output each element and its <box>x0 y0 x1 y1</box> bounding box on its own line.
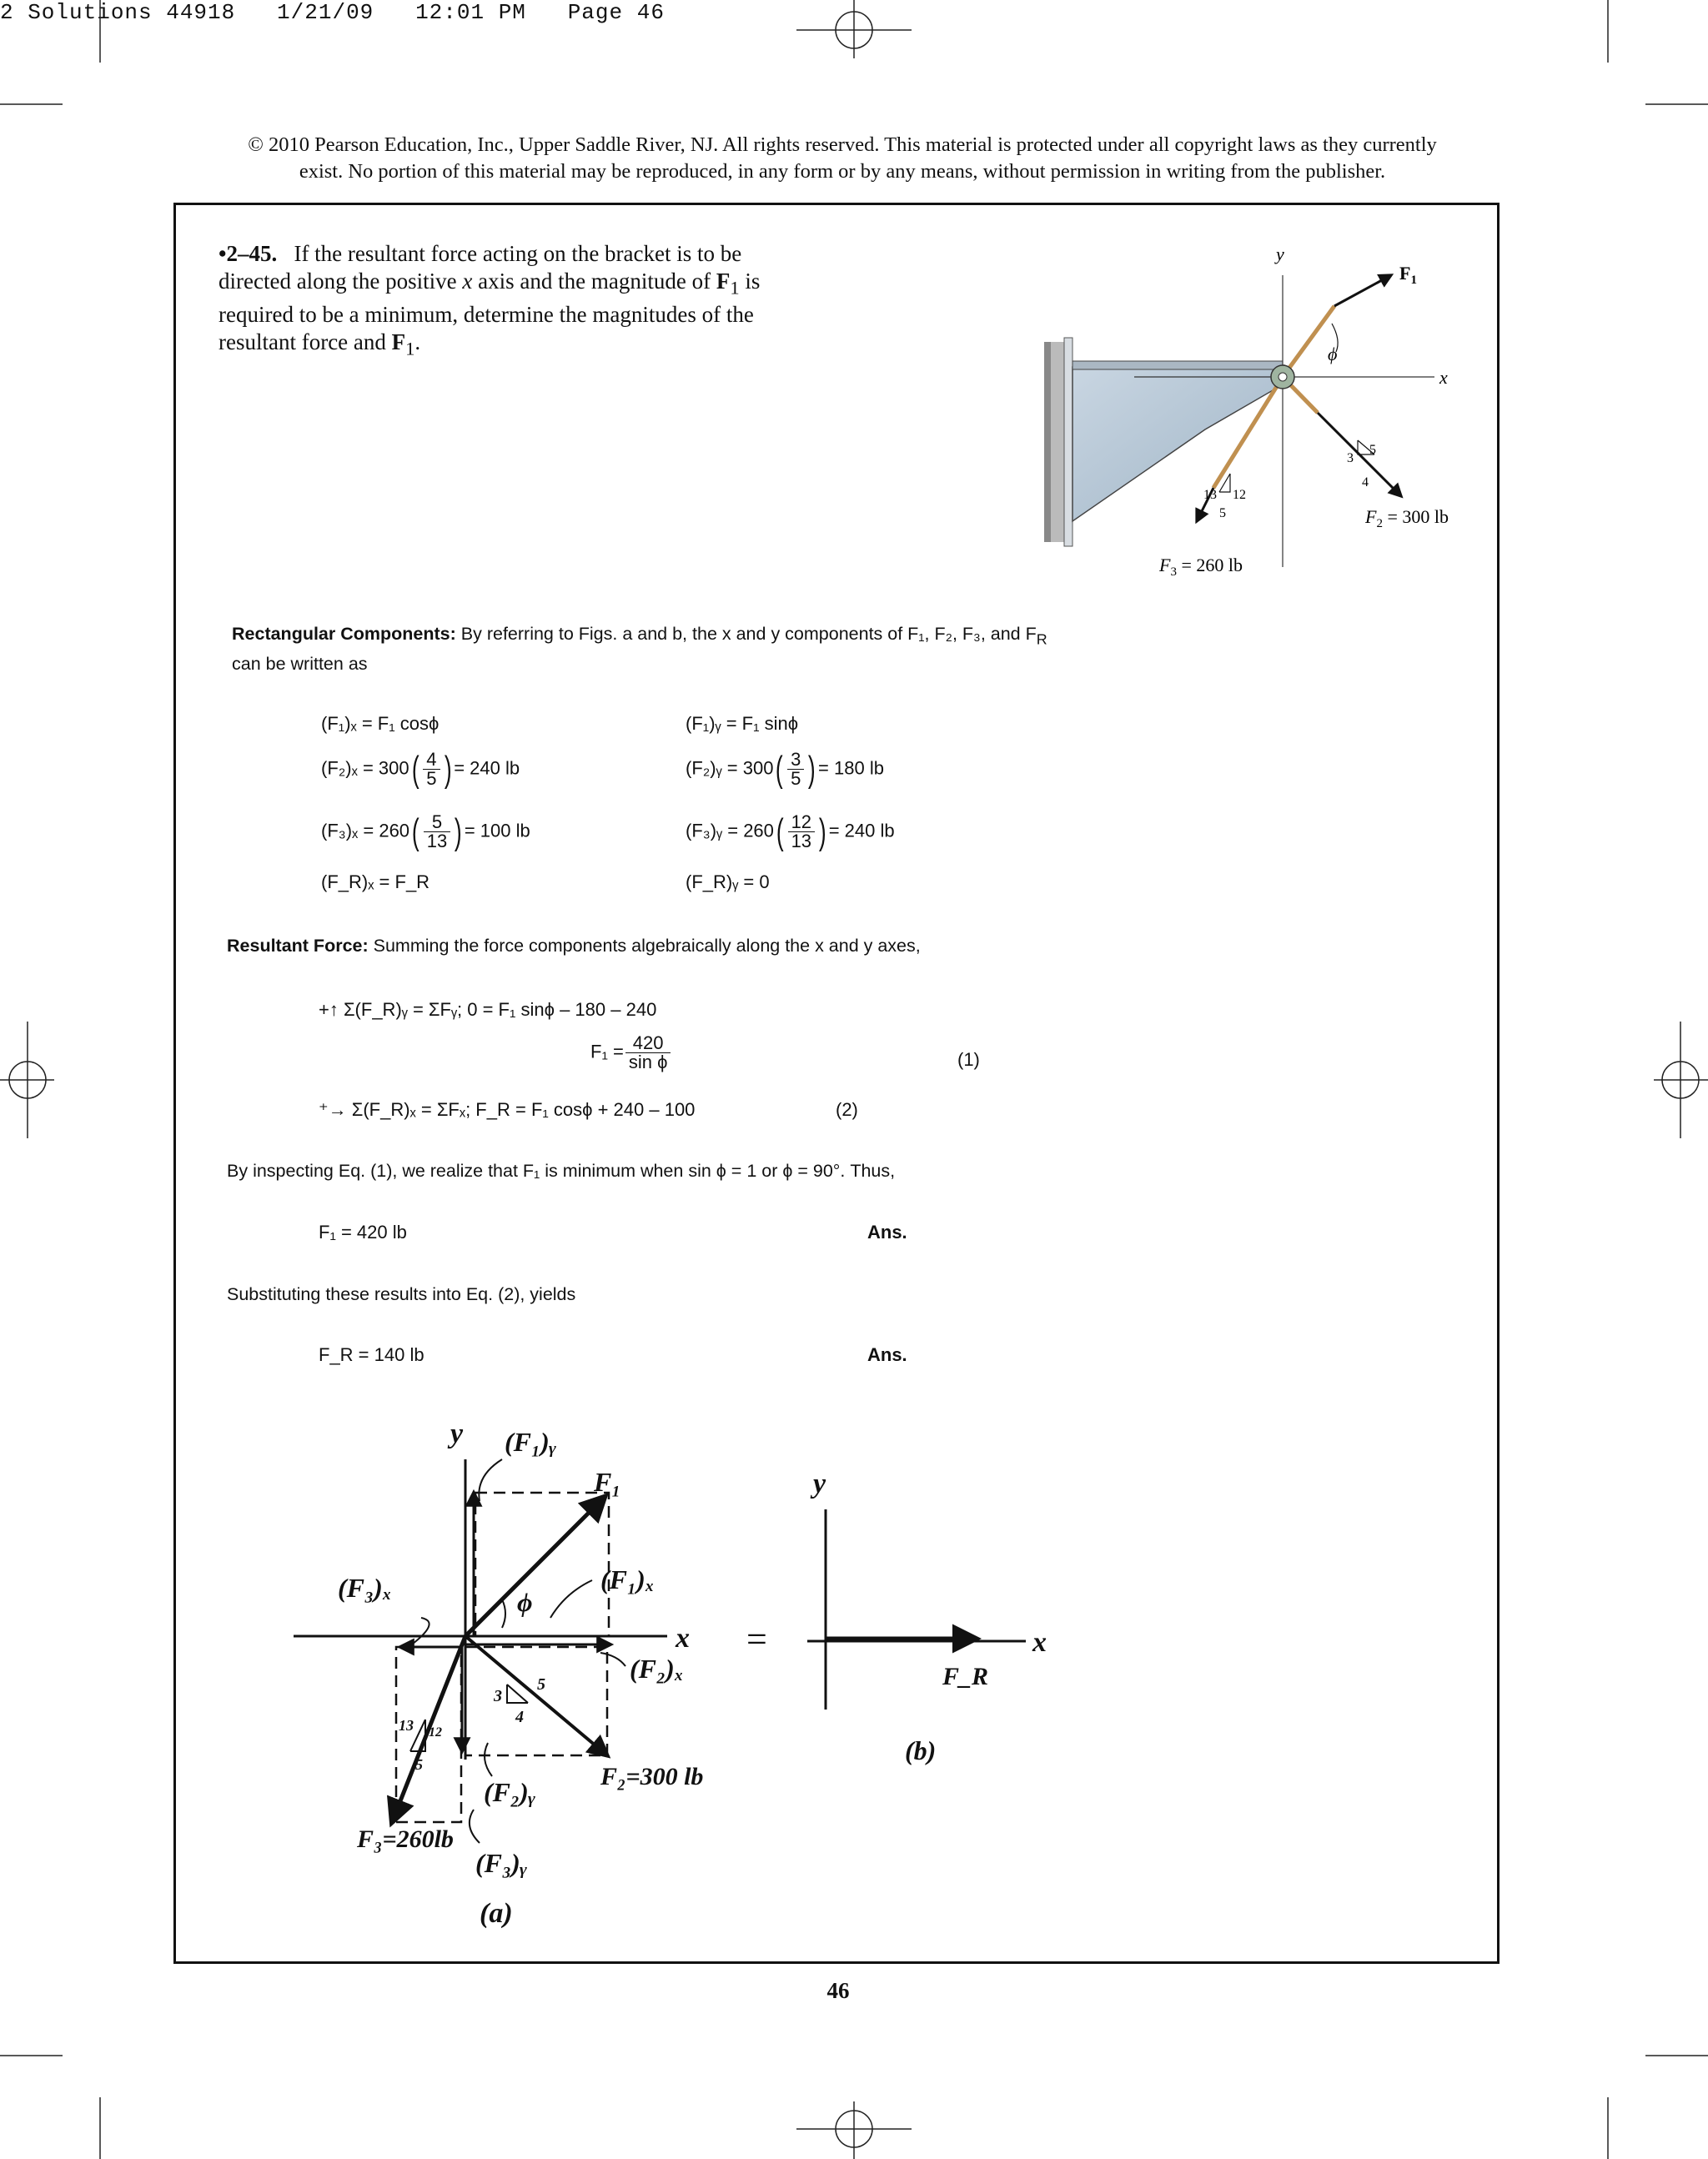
copyright-line-1: © 2010 Pearson Education, Inc., Upper Saddle River, NJ. All rights reserved. This material is protected under all copyright laws as they currently <box>248 133 1437 156</box>
f3-tri-13: 13 <box>1203 488 1217 502</box>
eq-f2y: (F₂)ᵧ = 300( $\frac{3}{5}$ ) = 180 lb <box>686 748 884 790</box>
printer-header: 2 Solutions 44918 1/21/09 12:01 PM Page 46 <box>0 0 665 25</box>
problem-f1: F <box>716 269 731 294</box>
resultant-text: Summing the force components algebraically along the x and y axes, <box>373 936 921 956</box>
problem-text-a: If the resultant force acting on the bracket is to be directed along the positive <box>219 241 742 294</box>
eq-fry: (F_R)ᵧ = 0 <box>686 871 770 892</box>
sketch-f3x-label: (F₃)ₓ <box>338 1573 392 1603</box>
answer-fr: F_R = 140 lb <box>319 1344 424 1365</box>
sketch-f1x-label: (F₁)ₓ <box>600 1564 655 1594</box>
answer-label-2: Ans. <box>867 1344 907 1365</box>
problem-text-x: x <box>462 269 473 294</box>
problem-statement <box>219 240 811 363</box>
sketch-f2-tri-4: 4 <box>515 1708 524 1726</box>
eq-f1y: (F₁)ᵧ = F₁ sinϕ <box>686 713 799 734</box>
sketch-f2-label: F₂=300 lb <box>600 1763 704 1790</box>
eq-sum-x: ⁺→ Σ(F_R)ₓ = ΣFₓ; F_R = F₁ cosϕ + 240 – 100 <box>319 1099 696 1120</box>
eq-2-tag: (2) <box>836 1099 858 1120</box>
answer-label-1: Ans. <box>867 1222 907 1243</box>
fig-phi-label: ϕ <box>1328 344 1338 364</box>
f3-tri-5: 5 <box>1219 506 1226 520</box>
sketch-phi-arc <box>502 1599 505 1628</box>
hand-sketch <box>284 1409 1118 1943</box>
problem-text-d: . <box>414 329 421 355</box>
answer-f1: F₁ = 420 lb <box>319 1222 407 1243</box>
sketch-f1-vector <box>465 1497 605 1636</box>
eq-f3y: (F₃)ᵧ = 260( $\frac{12}{13}$ ) = 240 lb <box>686 811 895 852</box>
rect-text-sub: R <box>1036 630 1047 648</box>
sketch-f1-label: F₁ <box>594 1467 621 1497</box>
sketch-f2-tri-3: 3 <box>494 1687 502 1705</box>
sketch-f2-tri-5: 5 <box>537 1675 545 1694</box>
substitute-text: Substituting these results into Eq. (2), yields <box>227 1284 576 1304</box>
rect-components-paragraph <box>232 624 1047 648</box>
eq-frx: (F_R)ₓ = F_R <box>321 871 430 892</box>
sketch-a-x-label: x <box>676 1623 690 1654</box>
eq-1: F₁ = $\frac{420}{\text{sin ϕ}}$ <box>590 1034 672 1072</box>
sketch-b-x-label: x <box>1032 1627 1047 1658</box>
bracket-figure <box>1034 242 1468 592</box>
sketch-f1y-label: (F₁)ᵧ <box>505 1427 556 1457</box>
sketch-f3-tri-12: 12 <box>429 1725 442 1740</box>
fig-f1-label: $F_1$ <box>1399 263 1417 287</box>
leader-f1y <box>479 1459 502 1501</box>
sketch-a-caption: (a) <box>480 1898 513 1929</box>
sketch-phi-label: ϕ <box>517 1587 533 1617</box>
eq-f2x: (F₂)ₓ = 300( $\frac{4}{5}$ ) = 240 lb <box>321 748 520 790</box>
pin-center <box>1278 373 1287 381</box>
f2-tri-4: 4 <box>1362 475 1369 490</box>
rect-text: By referring to Figs. a and b, the x and y components of F₁, F₂, F₃, and F <box>460 624 1037 644</box>
copyright-notice <box>208 132 1476 185</box>
problem-text-b: axis and the magnitude of <box>472 269 716 294</box>
wall <box>1049 342 1064 542</box>
f2-tri-5: 5 <box>1369 443 1376 457</box>
sketch-f3y-label: (F₃)ᵧ <box>475 1848 527 1878</box>
sketch-b-y-label: y <box>813 1469 826 1499</box>
sketch-f3-tri-13: 13 <box>399 1717 414 1734</box>
rect-heading: Rectangular Components: <box>232 624 456 644</box>
base-plate <box>1064 338 1073 546</box>
problem-f1-sub-b: 1 <box>405 338 415 359</box>
rect-text-2: can be written as <box>232 654 368 674</box>
sketch-f2y-label: (F₂)ᵧ <box>484 1777 535 1807</box>
problem-f1-b: F <box>391 329 406 355</box>
sketch-f2-vector <box>465 1636 607 1755</box>
sketch-f3-tri-5: 5 <box>415 1756 423 1773</box>
arrow-f1 <box>1334 275 1391 306</box>
sketch-b-caption: (b) <box>905 1735 937 1765</box>
eq-f3x: (F₃)ₓ = 260( $\frac{5}{13}$ ) = 100 lb <box>321 811 530 852</box>
inspect-text: By inspecting Eq. (1), we realize that F₁ is minimum when sin ϕ = 1 or ϕ = 90°. Thus, <box>227 1161 896 1181</box>
copyright-line-2: exist. No portion of this material may be reproduced, in any form or by any means, without permission in writing from the publisher. <box>299 160 1386 183</box>
problem-text-c: is required to be a minimum, determine the magnitudes of the resultant force and <box>219 269 761 355</box>
leader-f2x <box>600 1653 625 1666</box>
resultant-paragraph <box>227 936 921 956</box>
leader-f3y <box>470 1810 480 1843</box>
leader-f3x <box>409 1618 430 1647</box>
sketch-f3-label: F₃=260lb <box>357 1825 454 1853</box>
bracket-web <box>1073 365 1284 521</box>
eq-1-tag: (1) <box>957 1049 980 1070</box>
fig-f2-label: $F_2 = 300$ lb <box>1365 506 1449 530</box>
f2-tri-3: 3 <box>1347 451 1354 465</box>
eq-sum-y: +↑ Σ(F_R)ᵧ = ΣFᵧ; 0 = F₁ sinϕ – 180 – 240 <box>319 999 657 1020</box>
resultant-heading: Resultant Force: <box>227 936 369 956</box>
problem-number: •2–45. <box>219 241 278 266</box>
fig-y-label: y <box>1276 244 1284 264</box>
fig-x-label: x <box>1439 367 1448 388</box>
eq-f1x: (F₁)ₓ = F₁ cosϕ <box>321 713 440 734</box>
sketch-f2x-label: (F₂)ₓ <box>630 1654 684 1684</box>
leader-f2y <box>485 1743 492 1776</box>
problem-f1-sub: 1 <box>730 277 740 299</box>
f3-tri-12: 12 <box>1233 488 1246 502</box>
sketch-a-y-label: y <box>450 1418 464 1449</box>
sketch-equals: = <box>746 1619 767 1659</box>
bracket-flange <box>1073 361 1283 369</box>
fig-f3-label: $F_3 = 260$ lb <box>1159 555 1243 579</box>
wall-shadow <box>1044 342 1051 542</box>
page-number: 46 <box>826 1978 850 2003</box>
cable-f1 <box>1283 306 1334 377</box>
leader-f1x <box>550 1580 592 1618</box>
sketch-fr-label: F_R <box>942 1663 989 1690</box>
